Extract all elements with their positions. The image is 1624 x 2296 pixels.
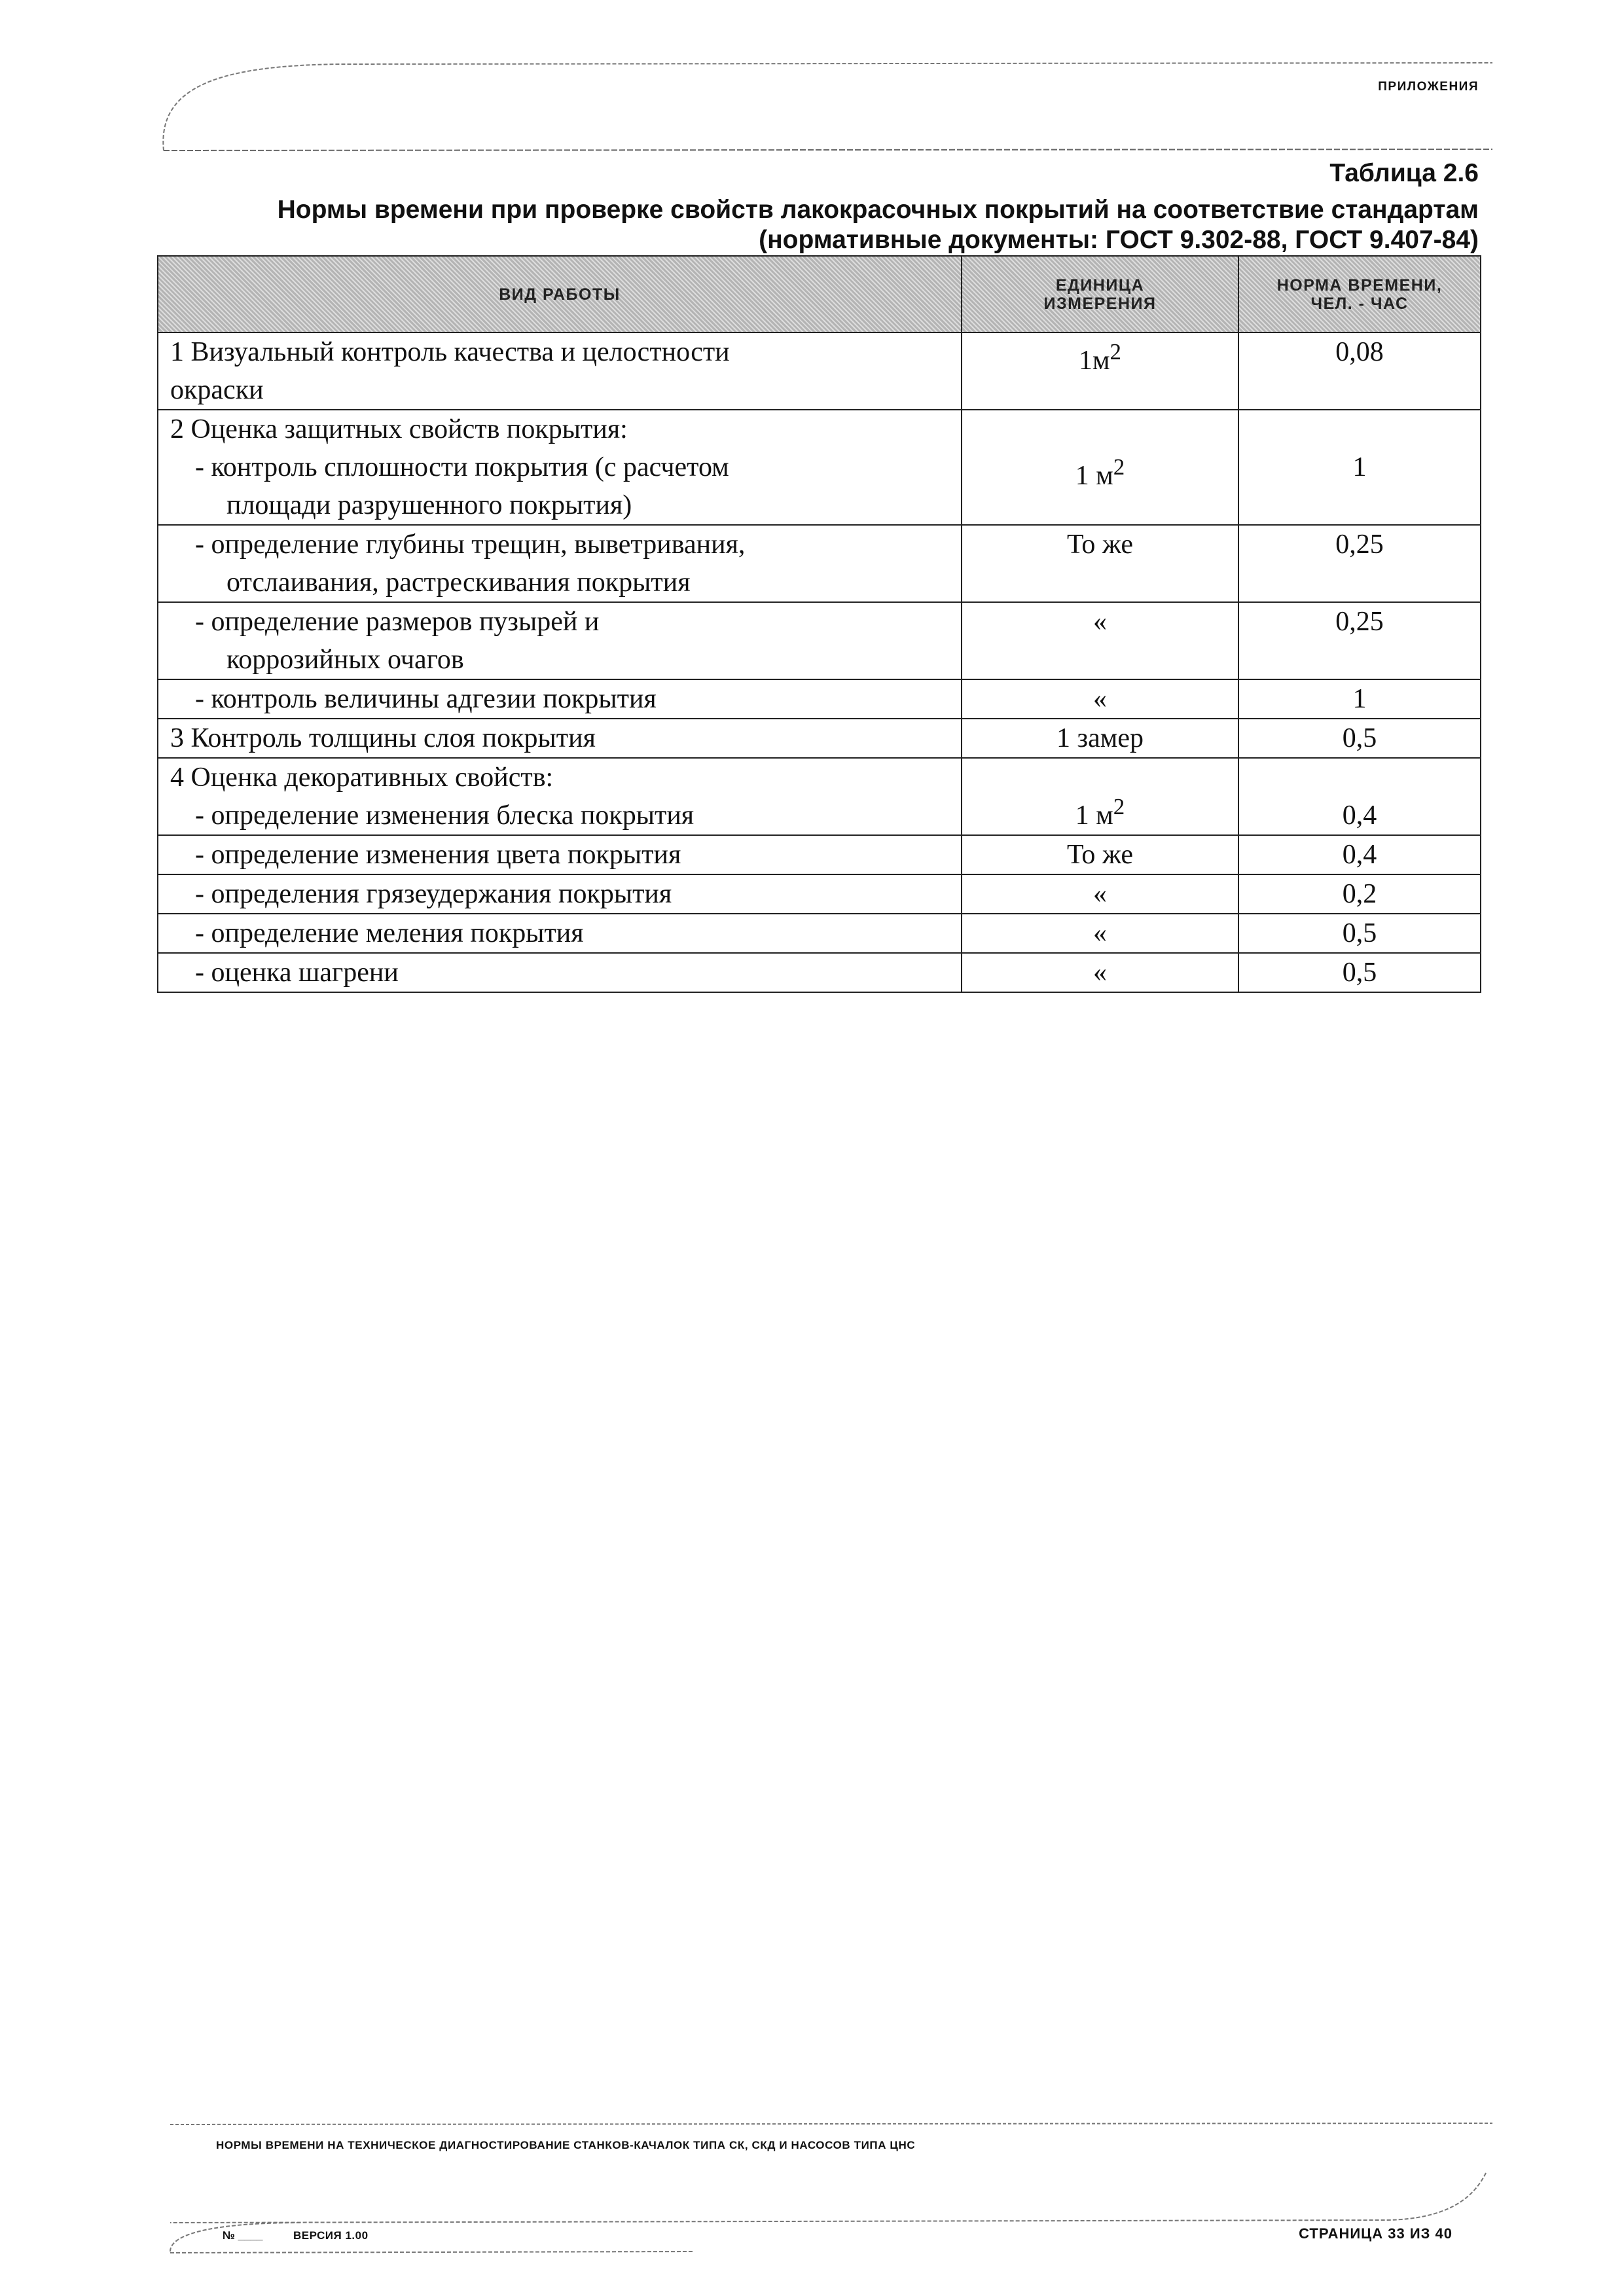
- norm-cell: 0,2: [1238, 874, 1481, 914]
- work-line: площади разрушенного покрытия): [226, 490, 632, 520]
- work-cell: [158, 679, 962, 719]
- table-row: [158, 758, 1481, 835]
- work-cell: [158, 719, 962, 758]
- unit-cell: «: [962, 874, 1238, 914]
- work-line: - определение изменения цвета покрытия: [195, 840, 681, 870]
- table-row: [158, 679, 1481, 719]
- norm-cell: 0,08: [1238, 332, 1481, 410]
- work-cell: [158, 835, 962, 874]
- work-line: 1 Визуальный контроль качества и целостности: [170, 337, 730, 367]
- work-cell: [158, 332, 962, 410]
- unit-superscript: 2: [1113, 454, 1125, 480]
- work-line: отслаивания, растрескивания покрытия: [226, 567, 691, 598]
- unit-cell: То же: [962, 835, 1238, 874]
- table-title: [278, 195, 1479, 255]
- norm-cell: 0,5: [1238, 719, 1481, 758]
- norm-cell: 0,5: [1238, 953, 1481, 992]
- header-decoration: [144, 46, 1506, 157]
- table-row: [158, 719, 1481, 758]
- unit-text: 1м: [1078, 346, 1110, 376]
- header-norm-line-1: НОРМА ВРЕМЕНИ,: [1276, 276, 1443, 295]
- table-row: [158, 602, 1481, 679]
- unit-cell: [962, 332, 1238, 410]
- unit-cell: То же: [962, 525, 1238, 602]
- table-row: [158, 332, 1481, 410]
- work-cell: [158, 410, 962, 525]
- section-label: ПРИЛОЖЕНИЯ: [1378, 80, 1479, 94]
- work-cell: [158, 874, 962, 914]
- work-line: - оценка шагрени: [195, 958, 399, 988]
- work-line: - определение меления покрытия: [195, 918, 584, 948]
- work-line: - определение размеров пузырей и: [195, 607, 600, 637]
- footer-decoration: [144, 2160, 1512, 2258]
- unit-superscript: 2: [1110, 339, 1122, 365]
- norms-table: [157, 255, 1481, 993]
- unit-cell: «: [962, 914, 1238, 953]
- page-counter: СТРАНИЦА 33 ИЗ 40: [1299, 2225, 1453, 2242]
- work-line: - определения грязеудержания покрытия: [195, 879, 672, 909]
- norm-cell: 1: [1238, 679, 1481, 719]
- norm-cell: 0,25: [1238, 525, 1481, 602]
- header-unit-line-1: ЕДИНИЦА: [1055, 276, 1145, 295]
- work-line: - контроль сплошности покрытия (с расчетом: [195, 452, 729, 482]
- header-unit-line-2: ИЗМЕРЕНИЯ: [1043, 294, 1157, 313]
- table-title-line-1: Нормы времени при проверке свойств лакокрасочных покрытий на соответствие стандартам: [277, 196, 1479, 224]
- unit-cell: [962, 410, 1238, 525]
- work-line: 3 Контроль толщины слоя покрытия: [170, 723, 596, 753]
- table-row: [158, 835, 1481, 874]
- header-norm: [1238, 256, 1481, 332]
- table-row: [158, 410, 1481, 525]
- table-row: [158, 953, 1481, 992]
- unit-cell: «: [962, 602, 1238, 679]
- footer-divider: [170, 2121, 1492, 2128]
- document-number: № ____: [223, 2229, 263, 2242]
- unit-text: 1 м: [1075, 461, 1113, 491]
- header-unit: [962, 256, 1238, 332]
- norm-cell: 0,5: [1238, 914, 1481, 953]
- unit-cell: «: [962, 953, 1238, 992]
- work-line: коррозийных очагов: [226, 645, 464, 675]
- work-cell: [158, 758, 962, 835]
- work-line: 2 Оценка защитных свойств покрытия:: [170, 414, 628, 444]
- work-line: окраски: [170, 375, 264, 405]
- document-version: ВЕРСИЯ 1.00: [293, 2229, 369, 2242]
- table-row: [158, 914, 1481, 953]
- document-title: НОРМЫ ВРЕМЕНИ НА ТЕХНИЧЕСКОЕ ДИАГНОСТИРОВАНИЕ СТАНКОВ-КАЧАЛОК ТИПА СК, СКД И НАСОСОВ ТИПА ЦНС: [216, 2139, 916, 2151]
- unit-superscript: 2: [1113, 794, 1125, 819]
- table-header-row: [158, 256, 1481, 332]
- norm-cell: 0,4: [1238, 835, 1481, 874]
- norm-cell: 0,4: [1238, 758, 1481, 835]
- unit-text: 1 м: [1075, 800, 1113, 831]
- work-cell: [158, 914, 962, 953]
- work-cell: [158, 525, 962, 602]
- unit-cell: [962, 758, 1238, 835]
- table-number: Таблица 2.6: [1329, 159, 1479, 187]
- work-line: - контроль величины адгезии покрытия: [195, 684, 657, 714]
- work-line: 4 Оценка декоративных свойств:: [170, 762, 554, 793]
- work-line: - определение изменения блеска покрытия: [195, 800, 695, 831]
- unit-cell: «: [962, 679, 1238, 719]
- table-title-line-2: (нормативные документы: ГОСТ 9.302-88, ГОСТ 9.407-84): [759, 226, 1479, 254]
- header-work-type: ВИД РАБОТЫ: [158, 256, 962, 332]
- work-cell: [158, 602, 962, 679]
- norm-cell: 1: [1238, 410, 1481, 525]
- header-norm-line-2: ЧЕЛ. - ЧАС: [1310, 294, 1409, 313]
- norm-cell: 0,25: [1238, 602, 1481, 679]
- table-row: [158, 525, 1481, 602]
- work-line: - определение глубины трещин, выветривания,: [195, 529, 746, 560]
- table-row: [158, 874, 1481, 914]
- work-cell: [158, 953, 962, 992]
- unit-cell: 1 замер: [962, 719, 1238, 758]
